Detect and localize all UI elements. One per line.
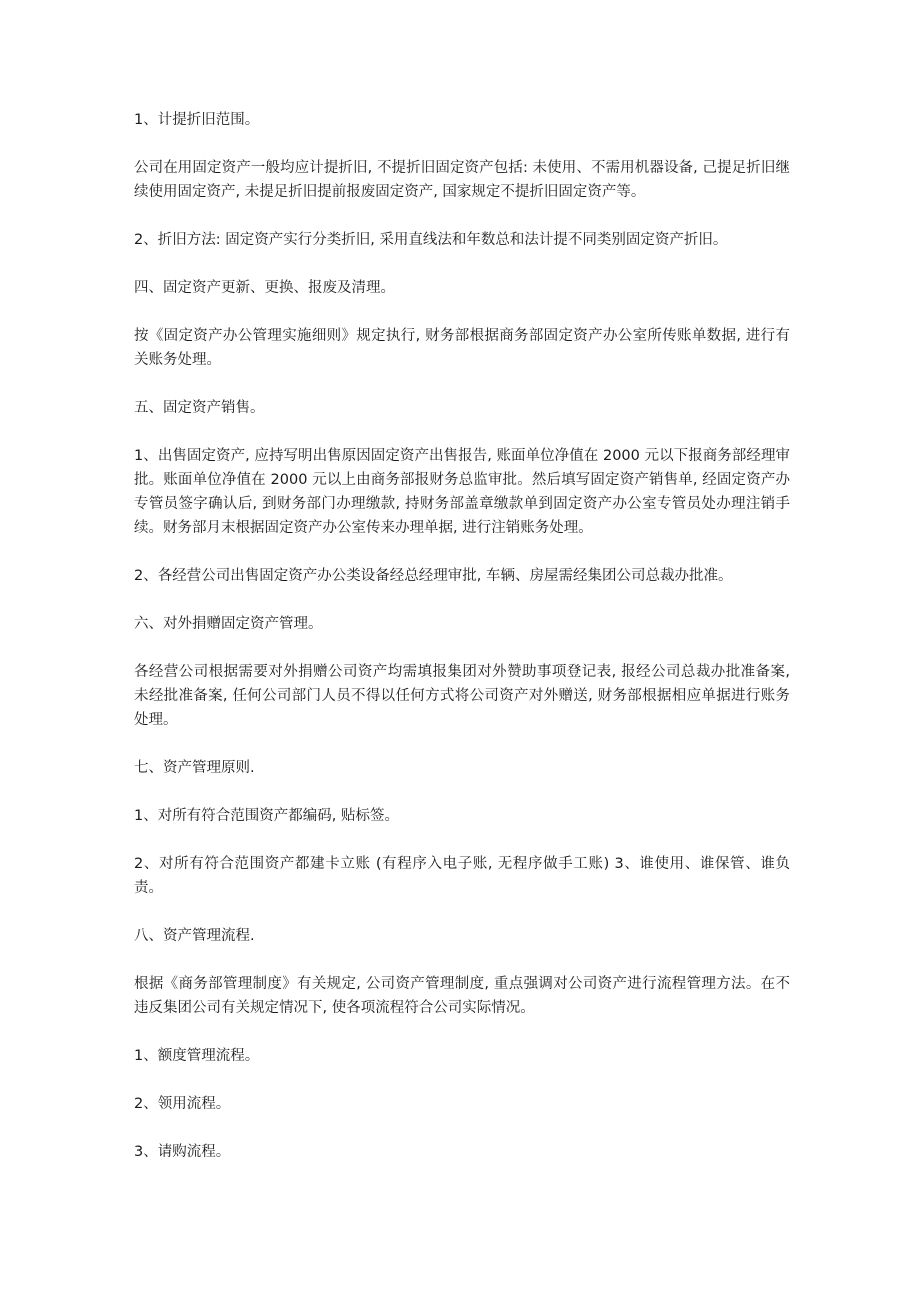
paragraph-depreciation-scope-detail: 公司在用固定资产一般均应计提折旧, 不提折旧固定资产包括: 未使用、不需用机器设备, 己提足折旧继续使用固定资产, 未提足折旧提前报废固定资产, 国家规定不提折旧固定资产等。 [134, 160, 790, 200]
section-heading-5: 五、固定资产销售。 [134, 400, 265, 416]
paragraph-donation: 各经营公司根据需要对外捐赠公司资产均需填报集团对外赞助事项登记表, 报经公司总裁办批准备案, 未经批准备案, 任何公司部门人员不得以任何方式将公司资产对外赠送, 财务部根据相应单据进行账务处理。 [134, 664, 790, 728]
paragraph-sale-approval: 2、各经营公司出售固定资产办公类设备经总经理审批, 车辆、房屋需经集团公司总裁办批准。 [134, 568, 733, 584]
list-item-accounts: 2、对所有符合范围资产都建卡立账 (有程序入电子账, 无程序做手工账) 3、谁使用、谁保管、谁负责。 [134, 856, 790, 896]
section-heading-7: 七、资产管理原则. [134, 760, 255, 776]
section-heading-6: 六、对外捐赠固定资产管理。 [134, 616, 323, 632]
list-item-depreciation-scope: 1、计提折旧范围。 [134, 112, 260, 128]
list-item-quota-process: 1、额度管理流程。 [134, 1048, 260, 1064]
paragraph-sale-procedure: 1、出售固定资产, 应持写明出售原因固定资产出售报告, 账面单位净值在 2000 元以下报商务部经理审批。账面单位净值在 2000 元以上由商务部报财务总监审批。然后填写固定资产销售单, 经固定资产办专管员签字确认后, 到财务部门办理缴款, 持财务部盖章缴款单到固定资产办公室专管员处办理注销手续。财务部月末根据固定资产办公室传来办理单据, 进行注销账务处理。 [134, 448, 790, 536]
section-heading-4: 四、固定资产更新、更换、报废及清理。 [134, 280, 395, 296]
paragraph-process-management: 根据《商务部管理制度》有关规定, 公司资产管理制度, 重点强调对公司资产进行流程管理方法。在不违反集团公司有关规定情况下, 使各项流程符合公司实际情况。 [134, 976, 790, 1016]
list-item-coding: 1、对所有符合范围资产都编码, 贴标签。 [134, 808, 399, 824]
section-heading-8: 八、资产管理流程. [134, 928, 255, 944]
list-item-depreciation-method: 2、折旧方法: 固定资产实行分类折旧, 采用直线法和年数总和法计提不同类别固定资产折旧。 [134, 232, 728, 248]
list-item-purchase-request-process: 3、请购流程。 [134, 1144, 231, 1160]
list-item-requisition-process: 2、领用流程。 [134, 1096, 231, 1112]
document-body [134, 108, 790, 1188]
paragraph-section-4: 按《固定资产办公管理实施细则》规定执行, 财务部根据商务部固定资产办公室所传账单数据, 进行有关账务处理。 [134, 328, 790, 368]
